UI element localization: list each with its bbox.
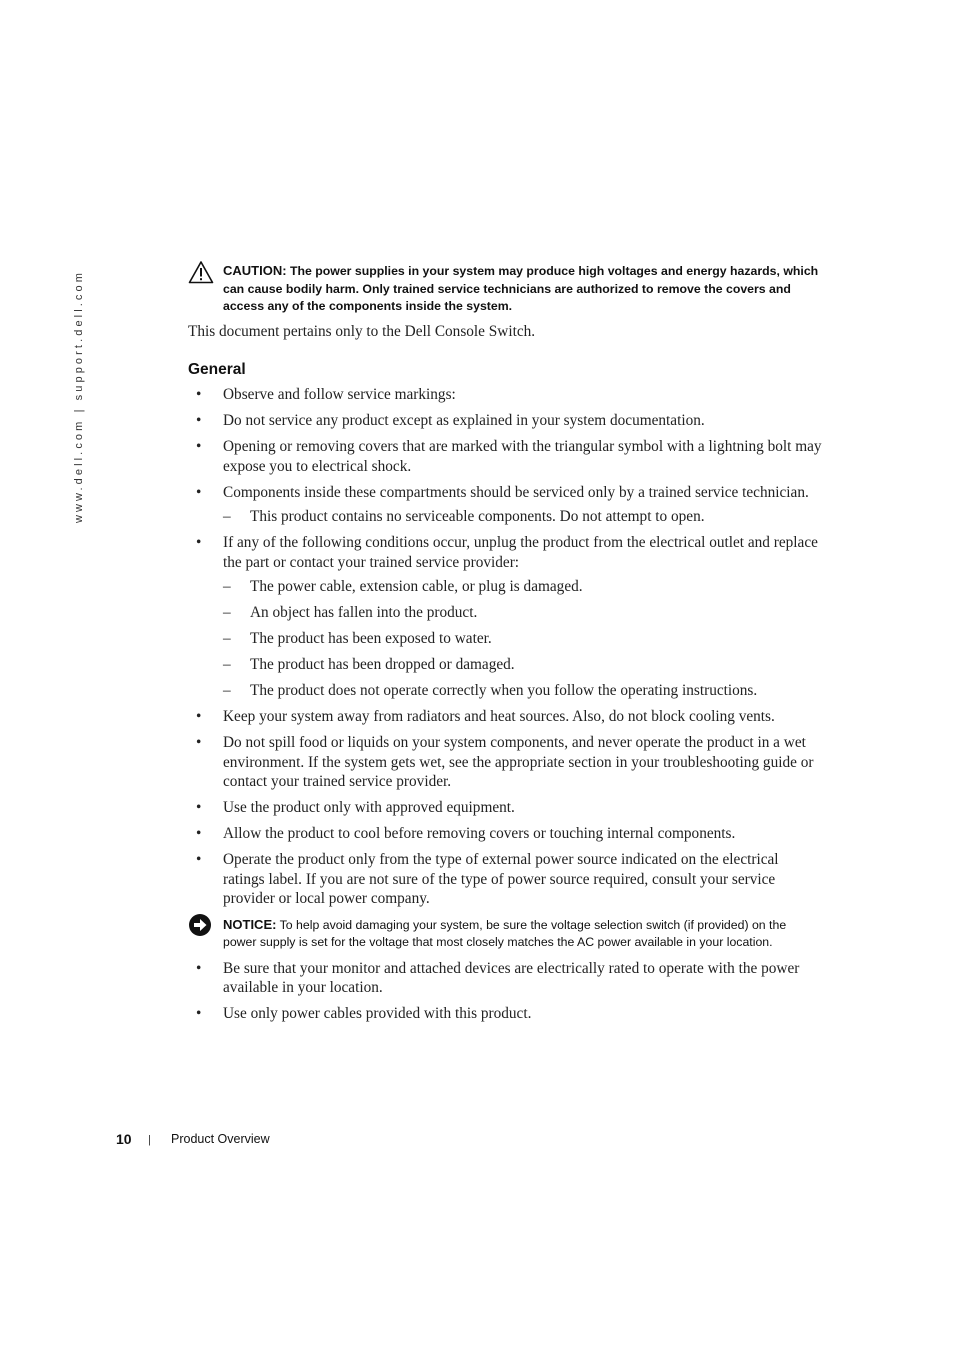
- intro-text: This document pertains only to the Dell Console Switch.: [188, 322, 536, 340]
- list-item-text: Opening or removing covers that are marked with the triangular symbol with a lightning bolt may expose you to electrical shock.: [223, 438, 822, 475]
- sub-list: [223, 507, 823, 527]
- list-item: [188, 850, 823, 909]
- dash-mark: –: [223, 682, 231, 699]
- bullet-mark: •: [196, 959, 202, 977]
- list-item-text: Components inside these compartments should be serviced only by a trained service technician.: [223, 483, 809, 501]
- footer-separator: |: [148, 1134, 151, 1146]
- sub-list: [223, 577, 823, 701]
- caution-label: CAUTION:: [223, 263, 287, 278]
- notice-arrow-icon: [188, 913, 212, 937]
- list-item: [188, 411, 823, 431]
- bullet-mark: •: [196, 386, 202, 403]
- sub-list-item-text: An object has fallen into the product.: [250, 604, 478, 621]
- sub-list-item-text: This product contains no serviceable components. Do not attempt to open.: [250, 508, 705, 525]
- list-item: [188, 798, 823, 818]
- list-item-text: Be sure that your monitor and attached devices are electrically rated to operate with the power available in your location.: [223, 959, 800, 996]
- caution-triangle-icon: [188, 260, 214, 284]
- list-item: [188, 707, 823, 727]
- sub-list-item: [223, 655, 823, 675]
- list-item-text: If any of the following conditions occur, unplug the product from the electrical outlet and replace the part or contact your trained service provider:: [223, 534, 818, 571]
- dash-mark: –: [223, 630, 231, 647]
- bullet-mark: •: [196, 438, 202, 455]
- bullet-mark: •: [196, 1005, 202, 1022]
- list-item: [188, 1004, 823, 1024]
- list-item-text: Use only power cables provided with this product.: [223, 1005, 532, 1022]
- dash-mark: –: [223, 604, 231, 621]
- list-item-text: Observe and follow service markings:: [223, 386, 456, 403]
- list-item: [188, 733, 823, 792]
- sub-list-item: [223, 603, 823, 623]
- bullet-mark: •: [196, 412, 202, 429]
- dash-mark: –: [223, 578, 231, 595]
- bullet-mark: •: [196, 825, 202, 842]
- bullet-mark: •: [196, 734, 202, 751]
- list-item: [188, 385, 823, 405]
- caution-note: [188, 262, 823, 316]
- bullet-list-2: [188, 959, 823, 1024]
- list-item: [188, 959, 823, 998]
- sidebar-url: www.dell.com | support.dell.com: [73, 270, 85, 524]
- list-item-text: Keep your system away from radiators and heat sources. Also, do not block cooling vents.: [223, 708, 775, 725]
- bullet-mark: •: [196, 851, 202, 868]
- notice-label: NOTICE:: [223, 916, 277, 932]
- list-item: [188, 533, 823, 701]
- list-item-text: Use the product only with approved equipment.: [223, 799, 515, 816]
- dash-mark: –: [223, 656, 231, 673]
- list-item-text: Do not spill food or liquids on your system components, and never operate the product in a wet environment. If the system gets wet, see the appropriate section in your troubleshooting guide or contact your trained service provider.: [223, 734, 814, 790]
- bullet-mark: •: [196, 483, 202, 501]
- list-item: [188, 483, 823, 527]
- sub-list-item: [223, 681, 823, 701]
- bullet-mark: •: [196, 534, 202, 551]
- sub-list-item: [223, 577, 823, 597]
- page-content: [188, 262, 823, 1030]
- caution-text: The power supplies in your system may produce high voltages and energy hazards, which can cause bodily harm. Only trained service technicians are authorized to remove the covers and access any of the components inside the system.: [223, 264, 819, 313]
- list-item-text: Do not service any product except as explained in your system documentation.: [223, 412, 705, 429]
- sub-list-item: [223, 629, 823, 649]
- bullet-list: [188, 385, 823, 909]
- notice-note: [188, 916, 823, 952]
- bullet-mark: •: [196, 708, 202, 725]
- sub-list-item-text: The product does not operate correctly when you follow the operating instructions.: [250, 682, 758, 699]
- section-heading-general: General: [188, 361, 246, 378]
- sub-list-item: [223, 507, 823, 527]
- notice-text: To help avoid damaging your system, be sure the voltage selection switch (if provided) on the power supply is set for the voltage that most closely matches the AC power available in your location.: [223, 917, 787, 949]
- page-number: 10: [116, 1131, 132, 1147]
- bullet-mark: •: [196, 799, 202, 816]
- list-item-text: Operate the product only from the type of external power source indicated on the electrical ratings label. If you are not sure of the type of power source required, consult your service provider or local power company.: [223, 851, 779, 907]
- footer-section-title: Product Overview: [171, 1132, 270, 1146]
- list-item: [188, 824, 823, 844]
- list-item: [188, 437, 823, 476]
- dash-mark: –: [223, 508, 231, 525]
- sub-list-item-text: The product has been dropped or damaged.: [250, 656, 515, 673]
- sub-list-item-text: The power cable, extension cable, or plug is damaged.: [250, 578, 583, 595]
- page-footer: [116, 1131, 270, 1147]
- sub-list-item-text: The product has been exposed to water.: [250, 630, 492, 647]
- list-item-text: Allow the product to cool before removing covers or touching internal components.: [223, 825, 736, 842]
